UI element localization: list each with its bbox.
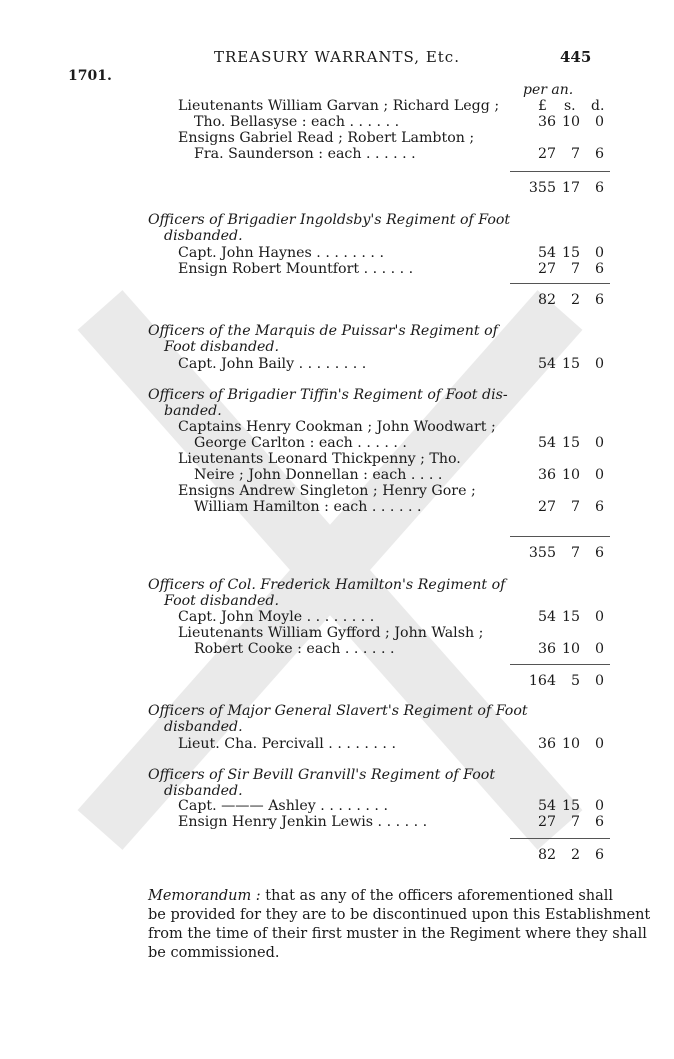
pence-value: 6 [594, 545, 604, 561]
section-heading: disbanded. [164, 719, 243, 735]
entry-line: Fra. Saunderson : each . . . . . . [194, 146, 416, 162]
pounds-value: 36 [537, 114, 556, 130]
total-rule [510, 664, 610, 665]
pounds-value: 164 [528, 673, 556, 689]
section-heading: Officers of Brigadier Ingoldsby's Regiment of Foot [148, 212, 511, 228]
pence-value: 0 [594, 736, 604, 752]
pence-value: 0 [594, 798, 604, 814]
memorandum-line-1 [148, 888, 613, 904]
shillings-value: 15 [561, 609, 580, 625]
pounds-value: 54 [537, 245, 556, 261]
shillings-value: 2 [570, 292, 580, 308]
entry-line: Lieut. Cha. Percivall . . . . . . . . [178, 736, 396, 752]
pence-value: 6 [594, 292, 604, 308]
entry-line: Robert Cooke : each . . . . . . [194, 641, 395, 657]
pounds-value: 54 [537, 356, 556, 372]
pounds-value: 36 [537, 467, 556, 483]
pence-value: 6 [594, 814, 604, 830]
shillings-value: 15 [561, 245, 580, 261]
memorandum-line-2: be provided for they are to be discontinued upon this Establishment [148, 907, 651, 923]
shillings-value: 10 [561, 641, 580, 657]
entry-line: Capt. John Haynes . . . . . . . . [178, 245, 384, 261]
shillings-value: 7 [570, 261, 580, 277]
memorandum-label: Memorandum : [148, 888, 261, 904]
pence-value: 0 [594, 356, 604, 372]
pounds-value: 27 [537, 499, 556, 515]
year-heading: 1701. [68, 68, 112, 84]
per-annum-heading: per an. [523, 82, 574, 98]
section-heading: disbanded. [164, 228, 243, 244]
memorandum-line-4: be commissioned. [148, 945, 280, 961]
pounds-value: 82 [537, 847, 556, 863]
pence-value: 6 [594, 847, 604, 863]
pounds-value: 82 [537, 292, 556, 308]
section-heading: Officers of the Marquis de Puissar's Regiment of [148, 323, 498, 339]
entry-line: George Carlton : each . . . . . . [194, 435, 407, 451]
pounds-value: 36 [537, 736, 556, 752]
pence-value: 6 [594, 261, 604, 277]
pence-value: 6 [594, 180, 604, 196]
section-heading: Foot disbanded. [164, 593, 280, 609]
pence-value: 6 [594, 146, 604, 162]
pence-value: 6 [594, 499, 604, 515]
pounds-value: 355 [528, 545, 556, 561]
pence-value: 0 [594, 245, 604, 261]
pounds-value: 54 [537, 435, 556, 451]
running-title: TREASURY WARRANTS, Etc. [214, 48, 460, 66]
entry-line: Capt. John Moyle . . . . . . . . [178, 609, 375, 625]
memorandum-text-1: that as any of the officers aforementioned shall [260, 888, 614, 904]
total-rule [510, 838, 610, 839]
section-heading: banded. [164, 403, 222, 419]
entry-line: Captains Henry Cookman ; John Woodwart ; [178, 419, 496, 435]
entry-line: Ensign Henry Jenkin Lewis . . . . . . [178, 814, 428, 830]
entry-line: Tho. Bellasyse : each . . . . . . [194, 114, 400, 130]
shillings-value: 7 [570, 814, 580, 830]
total-rule [510, 536, 610, 537]
pence-value: 0 [594, 641, 604, 657]
entry-line: Capt. ——— Ashley . . . . . . . . [178, 798, 388, 814]
shillings-value: 15 [561, 435, 580, 451]
shillings-value: 10 [561, 467, 580, 483]
shillings-value: 15 [561, 356, 580, 372]
entry-line: Lieutenants William Gyfford ; John Walsh ; [178, 625, 484, 641]
total-rule [510, 171, 610, 172]
entry-line: Lieutenants William Garvan ; Richard Legg ; [178, 98, 500, 114]
pounds-value: 36 [537, 641, 556, 657]
shillings-value: 17 [561, 180, 580, 196]
shillings-value: 10 [561, 736, 580, 752]
entry-line: Lieutenants Leonard Thickpenny ; Tho. [178, 451, 461, 467]
pence-value: 0 [594, 435, 604, 451]
section-heading: Foot disbanded. [164, 339, 280, 355]
section-heading: Officers of Brigadier Tiffin's Regiment of Foot dis- [148, 387, 508, 403]
pounds-value: 27 [537, 261, 556, 277]
section-heading: disbanded. [164, 783, 243, 799]
pence-heading: d. [591, 98, 605, 114]
section-heading: Officers of Sir Bevill Granvill's Regiment of Foot [148, 767, 496, 783]
pounds-value: 27 [537, 814, 556, 830]
shillings-value: 7 [570, 545, 580, 561]
pounds-heading: £ [538, 98, 547, 114]
entry-line: Ensign Robert Mountfort . . . . . . [178, 261, 414, 277]
memorandum-line-3: from the time of their first muster in the Regiment where they shall [148, 926, 647, 942]
pounds-value: 54 [537, 609, 556, 625]
entry-line: Neire ; John Donnellan : each . . . . [194, 467, 443, 483]
shillings-value: 2 [570, 847, 580, 863]
shillings-value: 15 [561, 798, 580, 814]
entry-line: Capt. John Baily . . . . . . . . [178, 356, 367, 372]
entry-line: Ensigns Gabriel Read ; Robert Lambton ; [178, 130, 475, 146]
shillings-heading: s. [564, 98, 576, 114]
section-heading: Officers of Major General Slavert's Regiment of Foot [148, 703, 528, 719]
shillings-value: 7 [570, 146, 580, 162]
shillings-value: 10 [561, 114, 580, 130]
pounds-value: 27 [537, 146, 556, 162]
pence-value: 0 [594, 114, 604, 130]
section-heading: Officers of Col. Frederick Hamilton's Regiment of [148, 577, 506, 593]
pounds-value: 355 [528, 180, 556, 196]
entry-line: Ensigns Andrew Singleton ; Henry Gore ; [178, 483, 476, 499]
shillings-value: 5 [570, 673, 580, 689]
pence-value: 0 [594, 673, 604, 689]
pence-value: 0 [594, 609, 604, 625]
shillings-value: 7 [570, 499, 580, 515]
page-number: 445 [560, 48, 592, 66]
pounds-value: 54 [537, 798, 556, 814]
total-rule [510, 283, 610, 284]
entry-line: William Hamilton : each . . . . . . [194, 499, 422, 515]
pence-value: 0 [594, 467, 604, 483]
